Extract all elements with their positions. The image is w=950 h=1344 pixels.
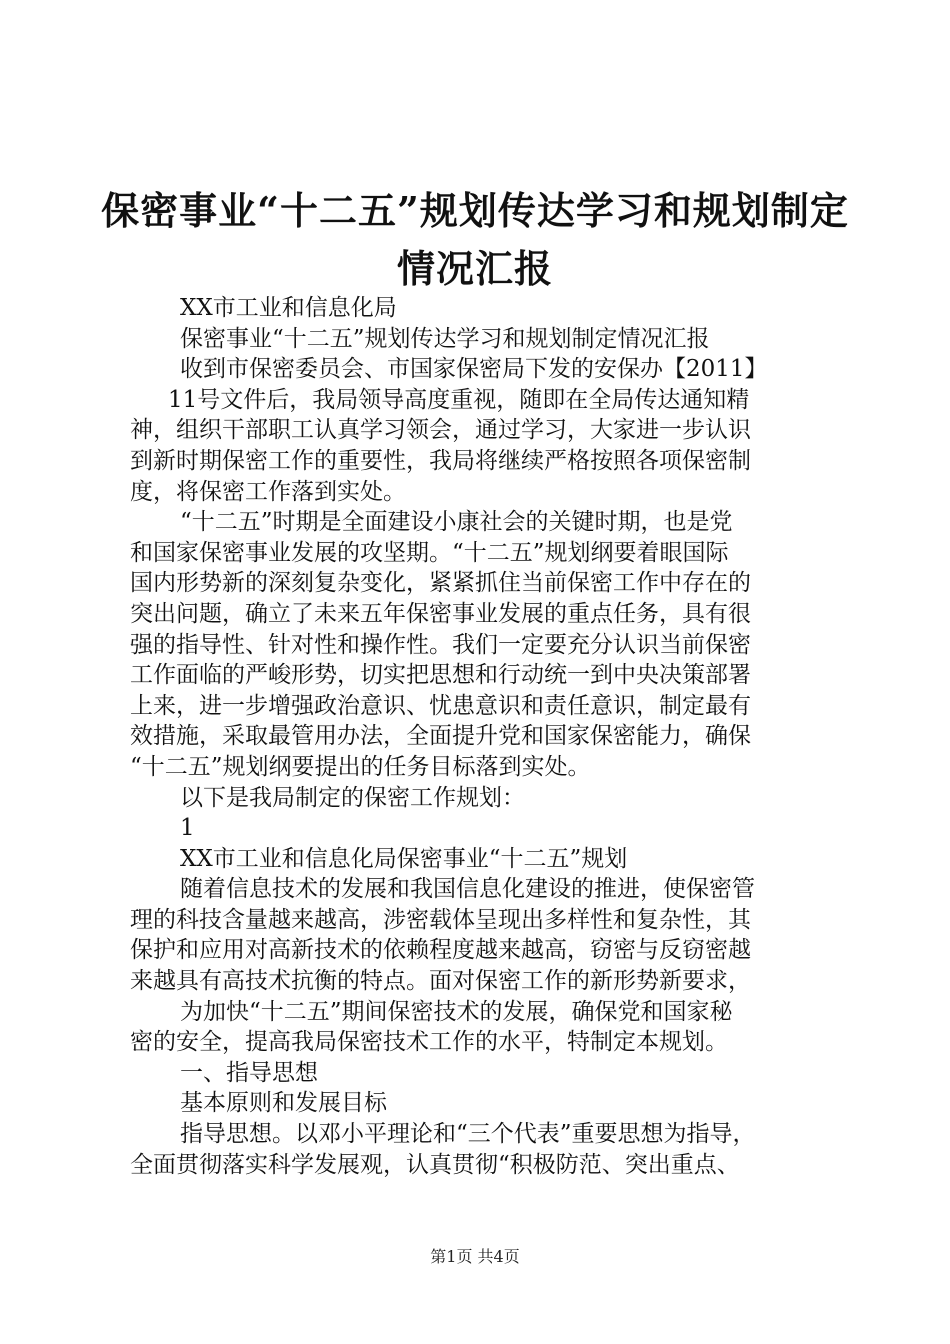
text-line: XX市工业和信息化局 (180, 295, 397, 321)
text-line: 效措施，采取最管用办法，全面提升党和国家保密能力，确保 (130, 723, 751, 750)
text-line: 随着信息技术的发展和我国信息化建设的推进，使保密管 (180, 876, 755, 903)
text-line: 到新时期保密工作的重要性，我局将继续严格按照各项保密制 (130, 447, 751, 474)
text-line: 基本原则和发展目标 (180, 1090, 387, 1117)
page-footer: 第1页 共4页 (430, 1247, 520, 1266)
text-line: 工作面临的严峻形势，切实把思想和行动统一到中央决策部署 (130, 662, 751, 689)
text-line: 神，组织干部职工认真学习领会，通过学习，大家进一步认识 (130, 417, 751, 444)
text-line: 收到市保密委员会、市国家保密局下发的安保办【2011】 (180, 356, 768, 383)
text-line: “十二五”规划纲要提出的任务目标落到实处。 (130, 753, 591, 780)
document-title-line-1: 保密事业“十二五”规划传达学习和规划制定 (101, 188, 849, 233)
text-line: 来越具有高技术抗衡的特点。面对保密工作的新形势新要求， (130, 968, 751, 995)
text-line: 度，将保密工作落到实处。 (130, 478, 406, 505)
text-line: 1 (180, 815, 195, 842)
text-line: 以下是我局制定的保密工作规划： (180, 784, 525, 811)
document-title-line-2: 情况汇报 (396, 246, 553, 291)
text-line: 和国家保密事业发展的攻坚期。“十二五”规划纲要着眼国际 (130, 539, 729, 566)
text-line: 突出问题，确立了未来五年保密事业发展的重点任务，具有很 (130, 600, 751, 627)
text-line: 国内形势新的深刻复杂变化，紧紧抓住当前保密工作中存在的 (130, 570, 751, 597)
text-line: 保密事业“十二五”规划传达学习和规划制定情况汇报 (180, 325, 710, 352)
text-line: 强的指导性、针对性和操作性。我们一定要充分认识当前保密 (130, 631, 751, 658)
text-line: 一、指导思想 (180, 1059, 318, 1086)
document-body (130, 293, 830, 1180)
text-line: 上来，进一步增强政治意识、忧患意识和责任意识，制定最有 (130, 692, 751, 719)
text-line: 11号文件后，我局领导高度重视，随即在全局传达通知精 (168, 386, 750, 413)
text-line: 为加快“十二五”期间保密技术的发展，确保党和国家秘 (180, 998, 733, 1025)
text-line: “十二五”时期是全面建设小康社会的关键时期，也是党 (180, 509, 733, 536)
text-line: 指导思想。以邓小平理论和“三个代表”重要思想为指导， (180, 1121, 756, 1148)
text-line: 理的科技含量越来越高，涉密载体呈现出多样性和复杂性，其 (130, 906, 751, 933)
text-line: 保护和应用对高新技术的依赖程度越来越高，窃密与反窃密越 (130, 937, 751, 964)
text-line: 密的安全，提高我局保密技术工作的水平，特制定本规划。 (130, 1029, 728, 1056)
text-line: 全面贯彻落实科学发展观，认真贯彻“积极防范、突出重点、 (130, 1151, 740, 1178)
text-line: XX市工业和信息化局保密事业“十二五”规划 (180, 845, 628, 872)
